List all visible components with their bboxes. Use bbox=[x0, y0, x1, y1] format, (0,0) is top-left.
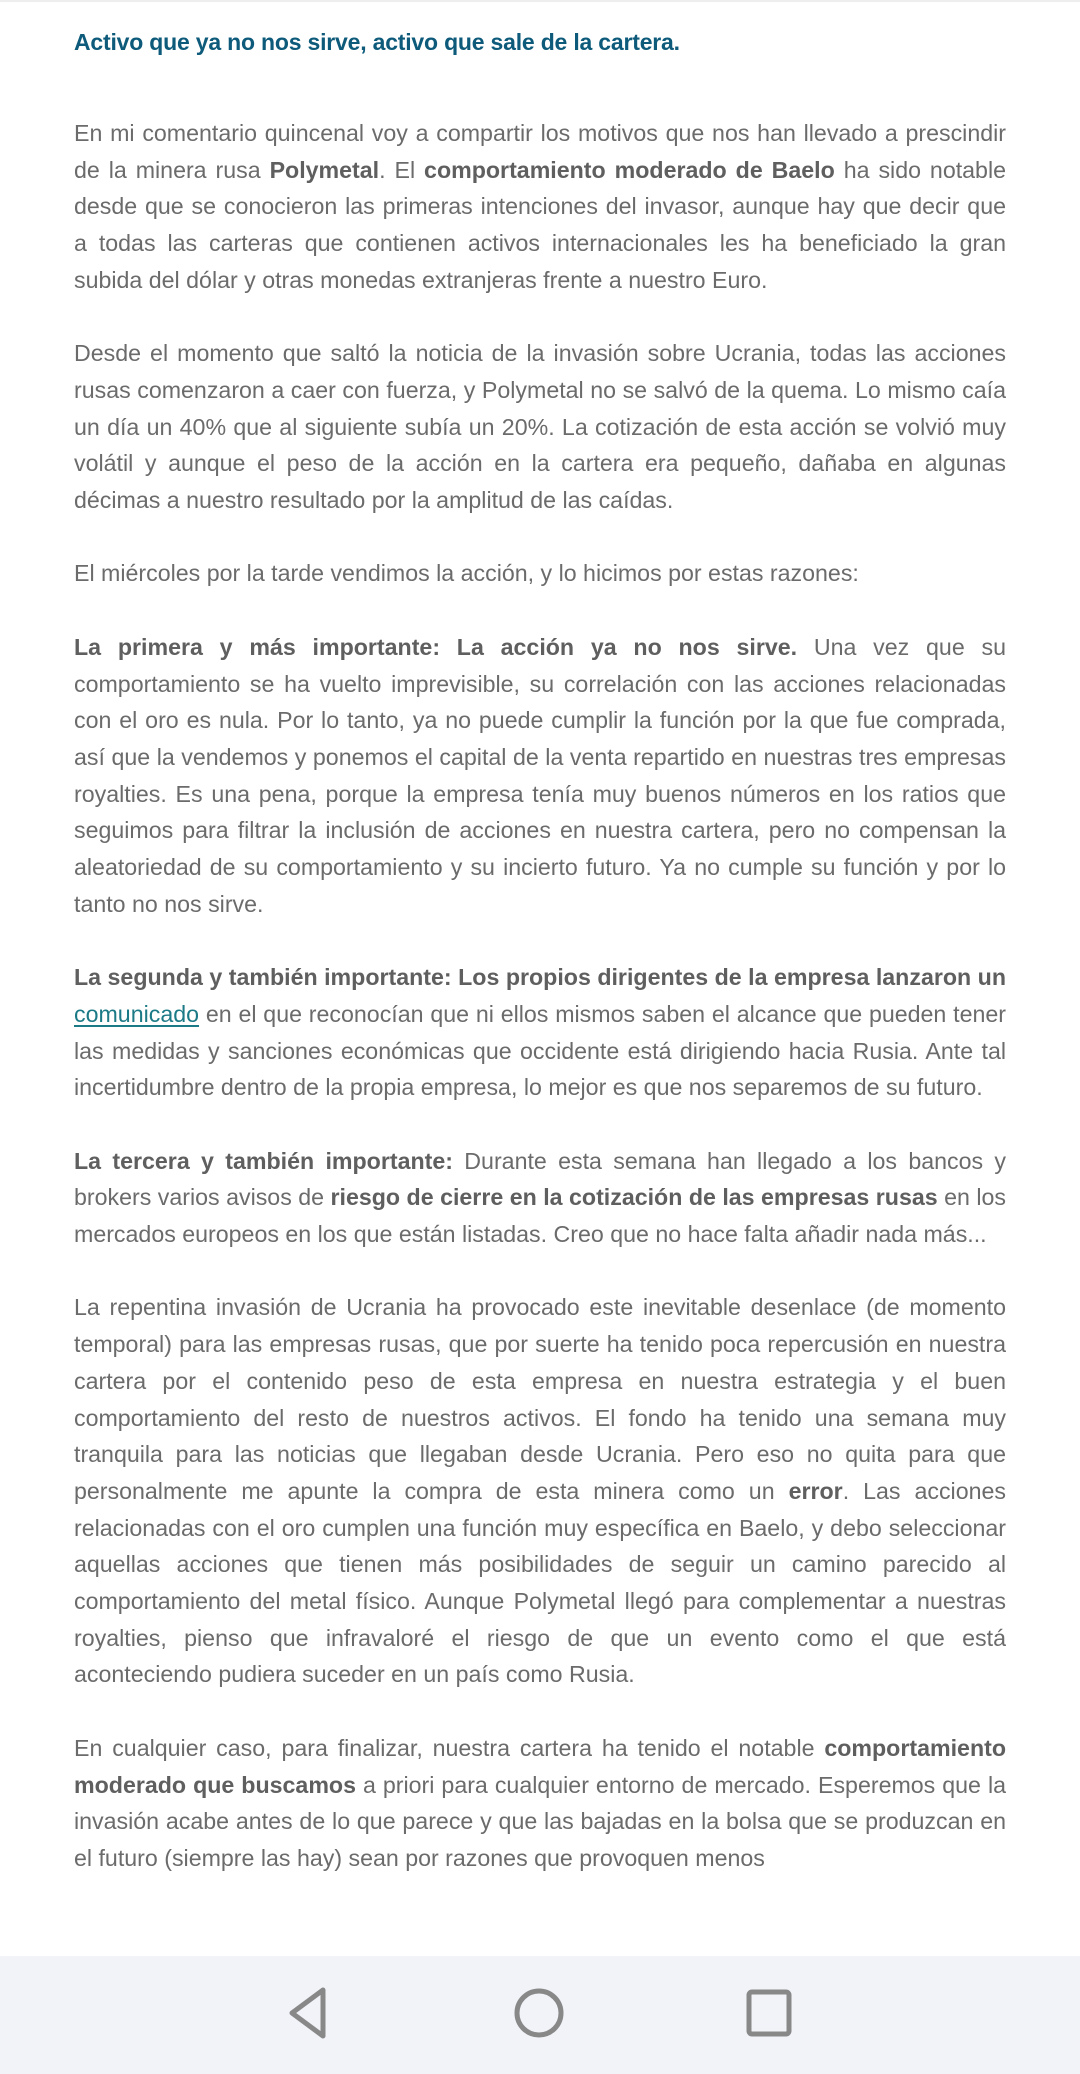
paragraph-conclusion bbox=[74, 1730, 1006, 1877]
bold-comportamiento: comportamiento moderado de Baelo bbox=[424, 156, 835, 183]
paragraph-reflection bbox=[74, 1289, 1006, 1693]
article-body[interactable] bbox=[74, 0, 1006, 1956]
bold-comportamiento-buscamos: comportamiento moderado que buscamos bbox=[74, 1734, 1006, 1798]
square-recents-icon bbox=[745, 1988, 793, 2038]
text: En mi comentario quincenal voy a compartir los motivos que nos han llevado a prescindir de la minera rusa bbox=[74, 120, 1006, 183]
paragraph-reason-1 bbox=[74, 629, 1006, 923]
text: Una vez que su comportamiento se ha vuelto imprevisible, su correlación con las acciones relacionadas con el oro es nula. Por lo tanto, ya no puede cumplir la función por la que fue comprada, así que la vendemos y ponemos el capital de la venta repartido en nuestras tres empresas royalties. Es una pena, porque la empresa tenía muy buenos números en los ratios que seguimos para filtrar la inclusión de acciones en nuestra cartera, pero no compensan la aleatoriedad de su comportamiento y su incierto futuro. Ya no cumple su función y por lo tanto no nos sirve. bbox=[74, 633, 1006, 917]
text: Durante esta semana han llegado a los bancos y brokers varios avisos de bbox=[74, 1147, 1006, 1211]
paragraph-invasion: Desde el momento que saltó la noticia de la invasión sobre Ucrania, todas las acciones rusas comenzaron a caer con fuerza, y Polymetal no se salvó de la quema. Lo mismo caía un día un 40% que al siguiente subía un 20%. La cotización de esta acción se volvió muy volátil y aunque el peso de la acción en la cartera era pequeño, dañaba en algunas décimas a nuestro resultado por la amplitud de las caídas. bbox=[74, 340, 1006, 514]
comunicado-link[interactable]: comunicado bbox=[74, 1000, 200, 1027]
text: a priori para cualquier entorno de mercado. Esperemos que la invasión acabe antes de lo que parece y que las bajadas en la bolsa que se produzcan en el futuro (siempre las hay) sean por razones que provoquen menos bbox=[74, 1771, 1006, 1871]
bold-reason-2: La segunda y también importante: Los propios dirigentes de la empresa lanzaron un bbox=[74, 964, 1006, 991]
home-button[interactable] bbox=[499, 1978, 579, 2048]
text: en los mercados europeos en los que están listadas. Creo que no hace falta añadir nada más... bbox=[74, 1184, 1006, 1248]
text: en el que reconocían que ni ellos mismos saben el alcance que pueden tener las medidas y sanciones económicas que occidente está dirigiendo hacia Rusia. Ante tal incertidumbre dentro de la propia empresa, lo mejor es que nos separemos de su futuro. bbox=[74, 1000, 1006, 1101]
text: La repentina invasión de Ucrania ha provocado este inevitable desenlace (de momento temporal) para las empresas rusas, que por suerte ha tenido poca repercusión en nuestra cartera por el contenido peso de esta empresa en nuestra estrategia y el buen comportamiento del resto de nuestros activos. El fondo ha tenido una semana muy tranquila para las noticias que llegaban desde Ucrania. Pero eso no quita para que personalmente me apunte la compra de esta minera como un bbox=[74, 1294, 1006, 1504]
bold-reason-3: La tercera y también importante: bbox=[74, 1147, 453, 1174]
text: En cualquier caso, para finalizar, nuestra cartera ha tenido el notable bbox=[74, 1734, 825, 1761]
paragraph-reason-2 bbox=[74, 959, 1006, 1106]
triangle-back-icon bbox=[284, 1986, 332, 2040]
recents-button[interactable] bbox=[729, 1978, 809, 2048]
bold-polymetal: Polymetal bbox=[269, 156, 380, 183]
bold-riesgo: riesgo de cierre en la cotización de las empresas rusas bbox=[330, 1184, 938, 1211]
paragraph-reason-3 bbox=[74, 1143, 1006, 1253]
android-navigation-bar bbox=[0, 1956, 1080, 2074]
paragraph-reasons-intro: El miércoles por la tarde vendimos la acción, y lo hicimos por estas razones: bbox=[74, 560, 859, 587]
text: ha sido notable desde que se conocieron las primeras intenciones del invasor, aunque hay que decir que a todas las carteras que contienen activos internacionales les ha beneficiado la gran subida del dólar y otras monedas extranjeras frente a nuestro Euro. bbox=[74, 156, 1006, 293]
text: . Las acciones relacionadas con el oro cumplen una función muy específica en Baelo, y debo seleccionar aquellas acciones que tienen más posibilidades de seguir un camino parecido al comportamiento del metal físico. Aunque Polymetal llegó para complementar a nuestras royalties, pienso que infravaloré el riesgo de que un evento como el que está aconteciendo pudiera suceder en un país como Rusia. bbox=[74, 1477, 1006, 1688]
bold-error: error bbox=[788, 1477, 843, 1504]
back-button[interactable] bbox=[268, 1978, 348, 2048]
paragraph-intro bbox=[74, 115, 1006, 299]
circle-home-icon bbox=[512, 1986, 566, 2040]
bold-reason-1: La primera y más importante: La acción ya no nos sirve. bbox=[74, 633, 798, 660]
text: . El bbox=[379, 156, 425, 183]
section-heading: Activo que ya no nos sirve, activo que sale de la cartera. bbox=[74, 29, 680, 55]
